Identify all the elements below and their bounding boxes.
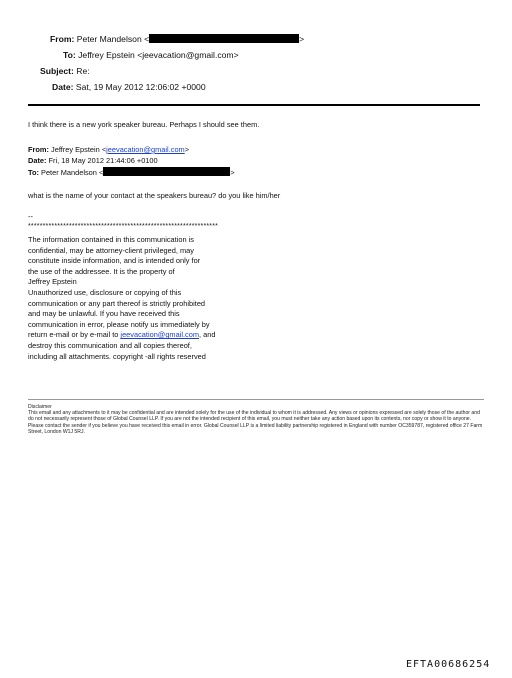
to-label: To: (63, 50, 76, 60)
from-label: From: (50, 34, 75, 44)
notice-line: the use of the addressee. It is the property of (28, 266, 175, 276)
notice-line: confidential, may be attorney-client privileged, may (28, 245, 194, 255)
notice-line: destroy this communication and all copies thereof, (28, 340, 192, 350)
notice-email-link[interactable]: jeevacation@gmail.com (120, 330, 199, 340)
redacted-email-block (149, 34, 299, 43)
disclaimer-divider (28, 399, 484, 400)
signature-stars: ***************************************************************** (28, 223, 219, 230)
notice-line: communication or any part thereof is strictly prohibited (28, 298, 206, 308)
notice-line: including all attachments. copyright -all rights reserved (28, 351, 206, 361)
quoted-from-label: From: (28, 145, 49, 154)
subject-value: Re: (76, 66, 90, 76)
confidentiality-notice (28, 235, 215, 362)
redacted-email-block (103, 167, 230, 176)
header-to (63, 50, 239, 60)
document-id: EFTA00686254 (406, 659, 491, 670)
to-value: Jeffrey Epstein <jeevacation@gmail.com> (78, 50, 239, 60)
quoted-from-close: > (184, 145, 190, 154)
quoted-to-label: To: (28, 168, 39, 177)
disclaimer-text: This email and any attachments to it may be confidential and are intended solely for the use of the individual to whom it is addressed. Any views or opinions expressed are solely those of the author and do not necessarily represent those of Global Counsel LLP. If you are not the intended recipient of this email, you must neither take any action based upon its contents, nor copy or show it to anyone. Please contact the sender if you believe you have received this email in error. Global Counsel LLP is a limited liability partnership registered in England with number OC359787, registered office 27 Farm Street, London W1J 5RJ. (28, 410, 483, 435)
quoted-from-email-link[interactable]: jeevacation@gmail.com (106, 145, 185, 154)
from-name: Peter Mandelson < (76, 34, 150, 44)
signature-dash: -- (28, 212, 33, 221)
quoted-to-close: > (230, 168, 235, 177)
notice-line: Jeffrey Epstein (28, 277, 77, 287)
quoted-date-value: Fri, 18 May 2012 21:44:06 +0100 (48, 156, 158, 165)
from-close: > (299, 34, 305, 44)
quoted-message: what is the name of your contact at the speakers bureau? do you like him/her (28, 191, 281, 200)
disclaimer-title: Disclaimer (28, 404, 52, 410)
quoted-to-name: Peter Mandelson < (41, 168, 104, 177)
subject-label: Subject: (40, 66, 74, 76)
quoted-date-label: Date: (28, 156, 47, 165)
notice-pre-link: return e-mail or by e-mail to (28, 330, 121, 340)
disclaimer-block (28, 404, 486, 435)
header-divider (28, 104, 480, 106)
quoted-date (28, 156, 158, 167)
notice-line: communication in error, please notify us immediately by (28, 319, 210, 329)
quoted-to (28, 167, 235, 179)
header-subject (40, 66, 90, 76)
date-value: Sat, 19 May 2012 12:06:02 +0000 (75, 82, 206, 92)
notice-line: The information contained in this communication is (28, 235, 194, 244)
header-date (52, 82, 206, 92)
notice-line: and may be unlawful. If you have received this (28, 309, 180, 319)
quoted-from (28, 145, 189, 156)
notice-line: Unauthorized use, disclosure or copying of this (28, 287, 182, 297)
reply-text: I think there is a new york speaker bureau. Perhaps I should see them. (28, 120, 260, 129)
date-label: Date: (52, 82, 74, 92)
notice-post-link: , and (199, 330, 216, 340)
notice-line: constitute inside information, and is intended only for (28, 256, 201, 266)
header-from (50, 34, 304, 44)
notice-line-with-link (28, 330, 215, 341)
quoted-from-name: Jeffrey Epstein < (51, 145, 107, 154)
